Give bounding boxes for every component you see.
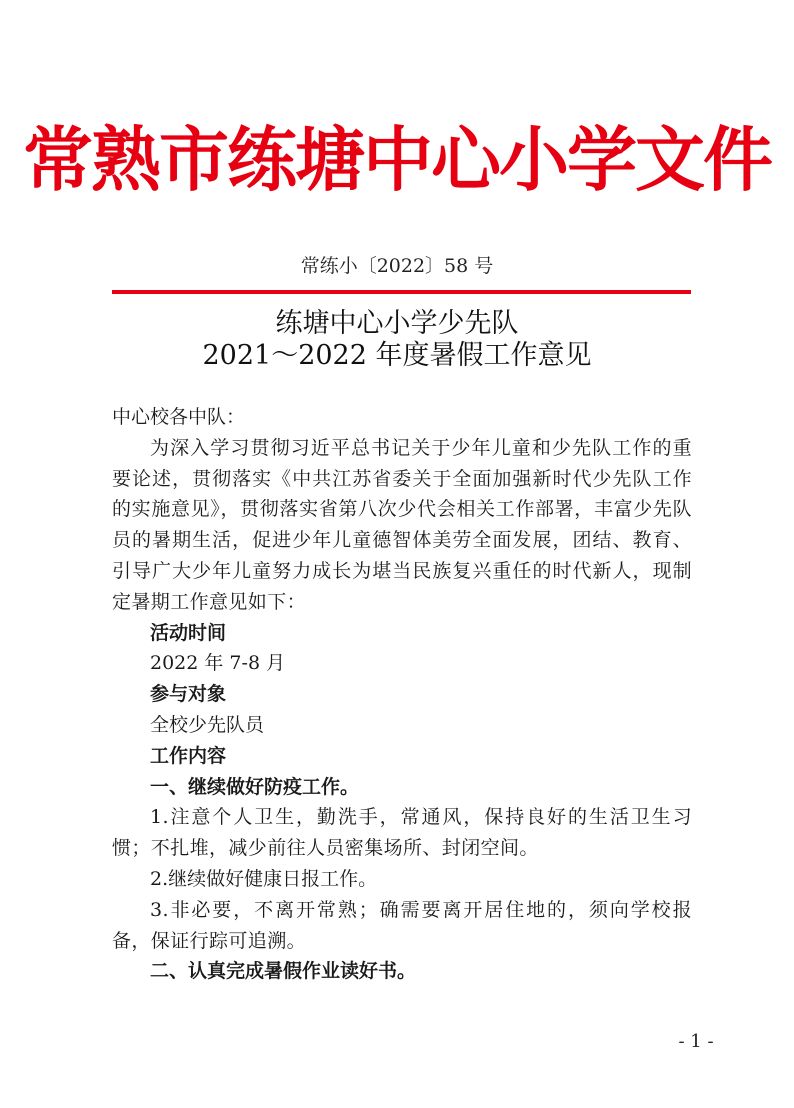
section-heading-time: 活动时间	[150, 621, 227, 644]
red-divider-line	[112, 290, 691, 294]
section-value-target: 全校少先队员	[150, 713, 265, 736]
document-title	[0, 308, 794, 372]
section-heading-content: 工作内容	[150, 744, 227, 767]
page-number: - 1 -	[678, 1031, 714, 1052]
addressee: 中心校各中队：	[112, 406, 246, 428]
title-line-2: 2021～2022 年度暑假工作意见	[202, 340, 592, 371]
document-number: 常练小〔2022〕58 号	[300, 255, 494, 277]
issuer-header-title: 常熟市练塘中心小学文件	[23, 119, 771, 201]
item-heading-2: 二、认真完成暑假作业读好书。	[150, 960, 417, 983]
title-line-1: 练塘中心小学少先队	[275, 308, 519, 339]
item-heading-1: 一、继续做好防疫工作。	[150, 775, 360, 798]
section-heading-target: 参与对象	[150, 683, 227, 706]
section-value-time: 2022 年 7-8 月	[150, 652, 286, 675]
item-1-point-3: 3.非必要，不离开常熟；确需要离开居住地的，须向学校报备，保证行踪可追溯。	[112, 898, 692, 952]
intro-paragraph: 为深入学习贯彻习近平总书记关于少年儿童和少先队工作的重要论述，贯彻落实《中共江苏省委关于全面加强新时代少先队工作的实施意见》，贯彻落实省第八次少代会相关工作部署，丰富少先队员的暑期生活，促进少年儿童德智体美劳全面发展，团结、教育、引导广大少年儿童努力成长为堪当民族复兴重任的时代新人，现制定暑期工作意见如下：	[112, 436, 692, 613]
item-1-point-1: 1.注意个人卫生，勤洗手，常通风，保持良好的生活卫生习惯；不扎堆，减少前往人员密集场所、封闭空间。	[112, 806, 692, 860]
document-body	[112, 402, 692, 987]
item-1-point-2: 2.继续做好健康日报工作。	[150, 867, 378, 890]
